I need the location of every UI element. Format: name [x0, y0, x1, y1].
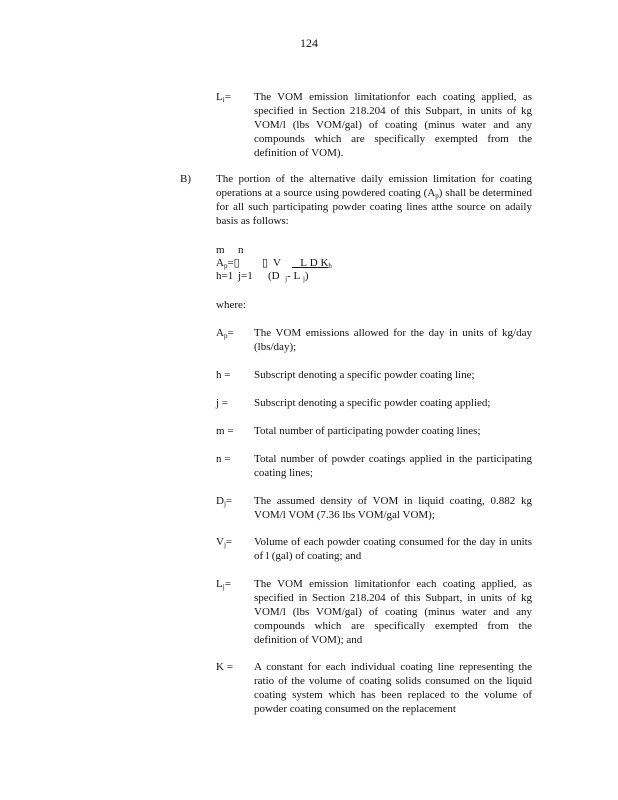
def-term-m	[216, 424, 234, 438]
def-text-ap: The VOM emissions allowed for the day in units of kg/day (lbs/day);	[254, 327, 532, 353]
def-term-ap	[216, 326, 234, 340]
eq-den-d: (D	[268, 270, 280, 282]
def-term-eq: =	[225, 495, 233, 507]
def-term-sub: j	[223, 541, 226, 549]
eq-den-sub: j	[285, 275, 288, 283]
eq-upper-n: n	[238, 244, 244, 256]
eq-v-term: V	[273, 257, 281, 269]
def-term-n	[216, 452, 230, 466]
def-term-dj	[216, 494, 232, 508]
def-term-base: n	[216, 453, 222, 465]
eq-den-rest: - L	[287, 270, 301, 282]
eq-lhs-sub: p	[223, 262, 228, 270]
eq-denominator	[268, 269, 309, 283]
term-eq: =	[224, 91, 231, 103]
def-term-base: A	[216, 327, 224, 339]
eq-lhs	[216, 256, 240, 270]
section-b-label: B)	[180, 173, 191, 185]
def-term-sub: p	[223, 332, 228, 340]
def-term-base: m	[216, 425, 225, 437]
def-text-j: Subscript denoting a specific powder coating applied;	[254, 397, 491, 409]
eq-num-k-sub: h	[328, 262, 332, 270]
section-b-text-after: ) shall be determined for all such participating powder coating lines atthe source on adaily basis as follows:	[216, 187, 532, 227]
def-text-n: Total number of powder coatings applied in the participating coating lines;	[254, 453, 532, 479]
def-term-base: K	[216, 661, 224, 673]
def-term-h	[216, 368, 230, 382]
eq-sigma2: ▯	[262, 257, 269, 269]
def-term-eq: =	[227, 327, 234, 339]
top-item-term	[216, 90, 231, 104]
where-label: where:	[216, 299, 246, 311]
def-term-eq: =	[224, 578, 231, 590]
eq-sigma1: ▯	[233, 257, 240, 269]
eq-den-close: )	[304, 270, 309, 282]
def-term-eq: =	[221, 369, 231, 381]
def-term-base: D	[216, 495, 224, 507]
def-term-base: h	[216, 369, 222, 381]
def-text-k: A constant for each individual coating line representing the ratio of the volume of coating solids consumed on the liquid coating system which has been replaced to the volume of powder coating consumed on the replacement	[254, 661, 532, 715]
def-term-base: j	[216, 397, 220, 409]
def-term-eq: =	[223, 661, 233, 673]
eq-den-sub2: j	[302, 275, 305, 283]
def-text-vj: Volume of each powder coating consumed for the day in units of l (gal) of coating; and	[254, 536, 532, 562]
term-sub: i	[222, 96, 225, 104]
top-item-definition: The VOM emission limitationfor each coating applied, as specified in Section 218.204 of this Subpart, in units of kg VOM/l (lbs VOM/gal) of coating (minus water and any compounds which are specifically exempted from the definition of VOM).	[254, 91, 532, 159]
def-term-lj	[216, 577, 231, 591]
def-text-dj: The assumed density of VOM in liquid coating, 0.882 kg VOM/l VOM (7.36 lbs VOM/gal VOM);	[254, 495, 532, 521]
eq-num-l: L	[300, 257, 307, 269]
eq-upper-m: m	[216, 244, 225, 256]
def-term-sub: j	[222, 583, 225, 591]
eq-numerator	[292, 256, 332, 270]
def-text-h: Subscript denoting a specific powder coating line;	[254, 369, 475, 381]
page-number: 124	[300, 36, 318, 50]
def-term-eq: =	[221, 453, 231, 465]
def-term-k	[216, 660, 233, 674]
def-term-j	[216, 396, 228, 410]
section-b-text-before: The portion of the alternative daily emission limitation for coating operations at a source using powdered coating (A	[216, 173, 532, 199]
def-term-base: L	[216, 578, 223, 590]
eq-lower-j: j=1	[238, 270, 253, 282]
section-b-paragraph	[216, 172, 532, 228]
eq-lhs-eq: =	[227, 257, 234, 269]
eq-lower-h: h=1	[216, 270, 234, 282]
def-term-eq: =	[225, 536, 233, 548]
def-term-vj	[216, 535, 232, 549]
def-text-m: Total number of participating powder coating lines;	[254, 425, 481, 437]
def-text-lj: The VOM emission limitationfor each coating applied, as specified in Section 218.204 of this Subpart, in units of kg VOM/l (lbs VOM/gal) of coating (minus water and any compounds which are specifically exempted from the definition of VOM); and	[254, 578, 532, 646]
eq-lhs-base: A	[216, 257, 224, 269]
def-term-sub: j	[223, 500, 226, 508]
equation	[216, 243, 376, 285]
eq-num-k: K	[320, 257, 329, 269]
section-b-sub: p	[435, 192, 439, 200]
def-term-eq: =	[224, 425, 234, 437]
def-term-base: V	[216, 536, 224, 548]
eq-num-d: D	[309, 257, 318, 269]
term-base: L	[216, 91, 223, 103]
def-term-eq: =	[219, 397, 229, 409]
